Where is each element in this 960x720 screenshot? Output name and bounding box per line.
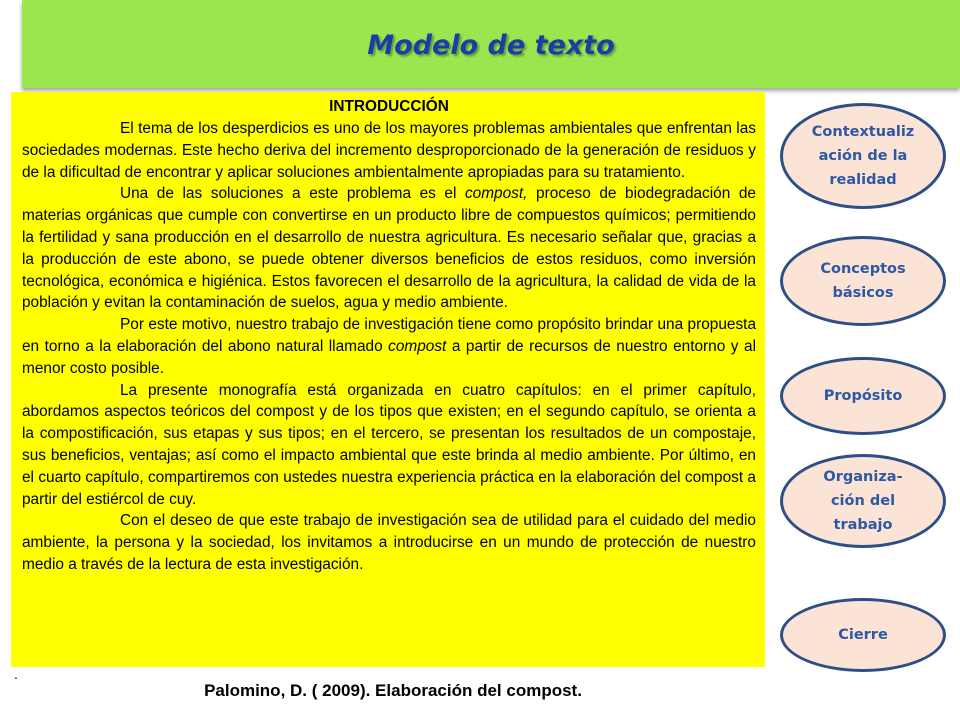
document-text-box: [11, 92, 765, 667]
trailing-mark: .: [14, 666, 18, 682]
paragraph-3-text-b: a partir de recursos de nuestro entorno y al menor costo posible.: [22, 337, 756, 377]
oval-conceptos-line-2: básicos: [832, 285, 894, 301]
oval-organizacion-line-1: Organiza-: [823, 469, 903, 485]
oval-organizacion-trabajo[interactable]: [780, 454, 946, 548]
paragraph-3-text-a: Por este motivo, nuestro trabajo de investigación tiene como propósito brindar una propuesta en torno a la elaboración del abono natural llamado: [22, 316, 756, 355]
slide-title: Modelo de texto: [367, 30, 615, 61]
oval-contextualizacion-line-3: realidad: [829, 172, 897, 188]
oval-conceptos-basicos[interactable]: [780, 236, 946, 326]
paragraph-2-emphasis: compost,: [464, 185, 528, 203]
document-heading: INTRODUCCIÓN: [329, 98, 449, 115]
oval-cierre[interactable]: [780, 598, 946, 672]
paragraph-3: [22, 314, 756, 379]
oval-organizacion-line-3: trabajo: [833, 517, 893, 533]
paragraph-3-emphasis: compost: [388, 337, 447, 355]
oval-conceptos-line-1: Conceptos: [820, 261, 906, 277]
citation: Palomino, D. ( 2009). Elaboración del compost.: [204, 681, 582, 700]
paragraph-2-text-a: Una de las soluciones a este problema es el: [120, 185, 465, 203]
paragraph-2-text-b: proceso de biodegradación de materias orgánicas que cumple con convertirse en un producto libre de compuestos químicos; permitiendo la fertilidad y sana producción en el desarrollo de nuestra agricultura. Es necesario señalar que, gracias a la producción de este abono, se puede obtener diversos beneficios de estos residuos, como inversión tecnológica, económica e higiénica. Estos favorecen el desarrollo de la agricultura, la calidad de vida de la población y evitan la contaminación de suelos, agua y medio ambiente.: [22, 185, 756, 312]
oval-contextualizacion-line-1: Contextualiz: [811, 124, 915, 140]
paragraph-4: La presente monografía está organizada en cuatro capítulos: en el primer capítulo, abordamos aspectos teóricos del compost y de los tipos que existen; en el segundo capítulo, se orienta a la compostificación, sus etapas y sus tipos; en el tercero, se presentan los resultados de un compostaje, sus beneficios, ventajas; así como el impacto ambiental que este brinda al medio ambiente. Por último, en el cuarto capítulo, compartiremos con ustedes nuestra experiencia práctica en la elaboración del compost a partir del estiércol de cuy.: [22, 381, 756, 508]
paragraph-5: Con el deseo de que este trabajo de investigación sea de utilidad para el cuidado del medio ambiente, la persona y la sociedad, los invitamos a introducirse en un mundo de protección de nuestro medio a través de la lectura de esta investigación.: [22, 512, 756, 573]
oval-contextualizacion[interactable]: [780, 103, 946, 209]
oval-contextualizacion-line-2: ación de la: [818, 148, 908, 164]
oval-proposito[interactable]: [780, 357, 946, 435]
oval-cierre-line-1: Cierre: [838, 627, 888, 643]
paragraph-2: [22, 183, 756, 314]
paragraph-1: El tema de los desperdicios es uno de los mayores problemas ambientales que enfrentan las sociedades modernas. Este hecho deriva del incremento desproporcionado de la generación de residuos y de la dificultad de encontrar y aplicar soluciones ambientalmente apropiadas para su tratamiento.: [22, 120, 756, 181]
title-banner: [22, 0, 960, 88]
oval-organizacion-line-2: ción del: [830, 493, 896, 509]
oval-proposito-line-1: Propósito: [823, 388, 903, 404]
